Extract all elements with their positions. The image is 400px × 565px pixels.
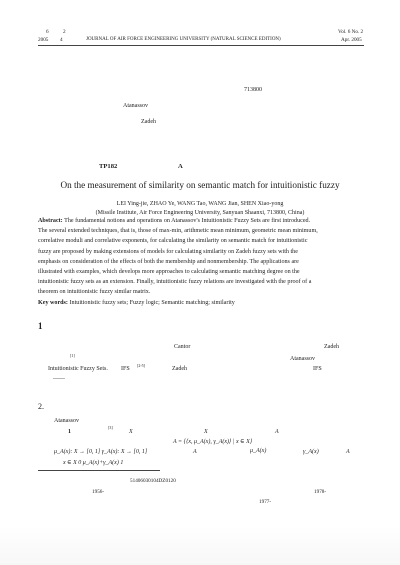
footnote-year-1978: 1978-	[314, 489, 327, 495]
s1-atanassov: Atanassov	[290, 356, 315, 362]
s2-condition: x ∈ X 0 μ_A(x)+γ_A(x) 1	[63, 460, 124, 466]
section-1-number: 1	[38, 321, 43, 331]
header-date: Apr. 2005	[341, 37, 362, 43]
s1-ref-1: [1]	[70, 353, 75, 358]
page-shading	[0, 525, 400, 565]
abstract-label: Abstract:	[38, 218, 63, 224]
abstract-line: correlative moduli and correlative exponents, for calculating the similarity on semantic match for intuitionistic	[38, 238, 308, 245]
section-2-number: 2.	[38, 402, 44, 411]
s2-mu: μ_A(x)	[250, 448, 267, 454]
document-level: A	[178, 163, 183, 170]
s1-dash: ——	[53, 376, 65, 382]
abstract-line: illustrated with examples, which develops more approaches to calculating semantic matching degree on the	[38, 269, 300, 276]
s2-x-2: X	[204, 429, 208, 435]
classification-code: TP182	[99, 163, 118, 170]
abstract-line: theorem on intuitionistic fuzzy similar matrix.	[38, 289, 151, 296]
abstract-line: intuitionistic fuzzy sets as an extension. Finally, intuitionistic fuzzy relations are investigated with the proof of a	[38, 279, 312, 286]
affiliation: (Missile Institute, Air Force Engineering University, Sanyuan Shaanxi, 713800, China)	[95, 210, 305, 216]
header-vol-digit: 6	[46, 29, 49, 35]
paper-title: On the measurement of similarity on semantic match for intuitionistic fuzzy	[60, 180, 340, 190]
s2-x-1: X	[129, 429, 133, 435]
footnote-rule	[38, 470, 160, 471]
abstract-line: The fundamental notions and operations on Atanassov's Intuitionistic Fuzzy Sets are first introduced.	[64, 218, 311, 224]
s2-a-3: A	[346, 449, 350, 455]
header-year: 2005	[38, 37, 49, 43]
header-no-digit: 2	[63, 29, 66, 35]
keywords: Intuitionistic fuzzy sets; Fuzzy logic; Semantic matching; similarity	[69, 299, 235, 306]
s2-a-2: A	[193, 449, 197, 455]
s2-mu-gamma-definition: μ_A(x): X → [0, 1] γ_A(x): X → [0, 1]	[54, 449, 148, 455]
name-zadeh: Zadeh	[141, 119, 156, 125]
s1-ifs-text: Intuitionistic Fuzzy Sets.	[48, 366, 108, 372]
s2-ref-3: [3]	[108, 425, 113, 430]
keywords-label: Key words:	[38, 299, 68, 306]
s2-definition-number: 1	[68, 429, 71, 435]
name-atanassov: Atanassov	[123, 103, 148, 109]
s2-a-1: A	[275, 429, 279, 435]
s2-atanassov: Atanassov	[54, 418, 79, 424]
authors: LEI Ying-jie, ZHAO Ye, WANG Tao, WANG Jian, SHEN Xiao-yong	[116, 201, 284, 207]
footnote-year-1977: 1977-	[259, 499, 272, 505]
fund-number: 51406030104DZ0120	[130, 478, 176, 484]
header-journal: JOURNAL OF AIR FORCE ENGINEERING UNIVERSITY (NATURAL SCIENCE EDITION)	[86, 37, 281, 42]
postal-code: 713800	[244, 87, 262, 93]
abstract	[38, 216, 364, 308]
s1-cantor: Cantor	[174, 344, 191, 350]
s1-zadeh-2: Zadeh	[172, 366, 187, 372]
abstract-line: emphasis on consideration of the effects of both the membership and nonmembership. The applications are	[38, 258, 299, 265]
s1-ref-2-5: [2-5]	[137, 363, 145, 368]
header-vol: Vol. 6 No. 2	[338, 29, 364, 35]
s1-ifs-2: IFS	[313, 366, 322, 372]
s2-set-definition: A = {⟨x, μ_A(x), γ_A(x)⟩ | x ∈ X}	[173, 439, 253, 445]
header-month: 4	[60, 37, 63, 43]
abstract-line: The several extended techniques, that is, those of max-min, arithmetic mean minimum, geometric mean minimum,	[38, 228, 318, 235]
header-rule	[38, 45, 364, 46]
s1-ifs: IFS	[121, 366, 130, 372]
footnote-year-1956: 1956-	[92, 489, 105, 495]
s2-gamma: γ_A(x)	[303, 449, 319, 455]
s1-zadeh: Zadeh	[324, 344, 339, 350]
abstract-line: fuzzy are proposed by making extensions of models for calculating similarity on Zadeh fuzzy sets with the	[38, 248, 298, 255]
